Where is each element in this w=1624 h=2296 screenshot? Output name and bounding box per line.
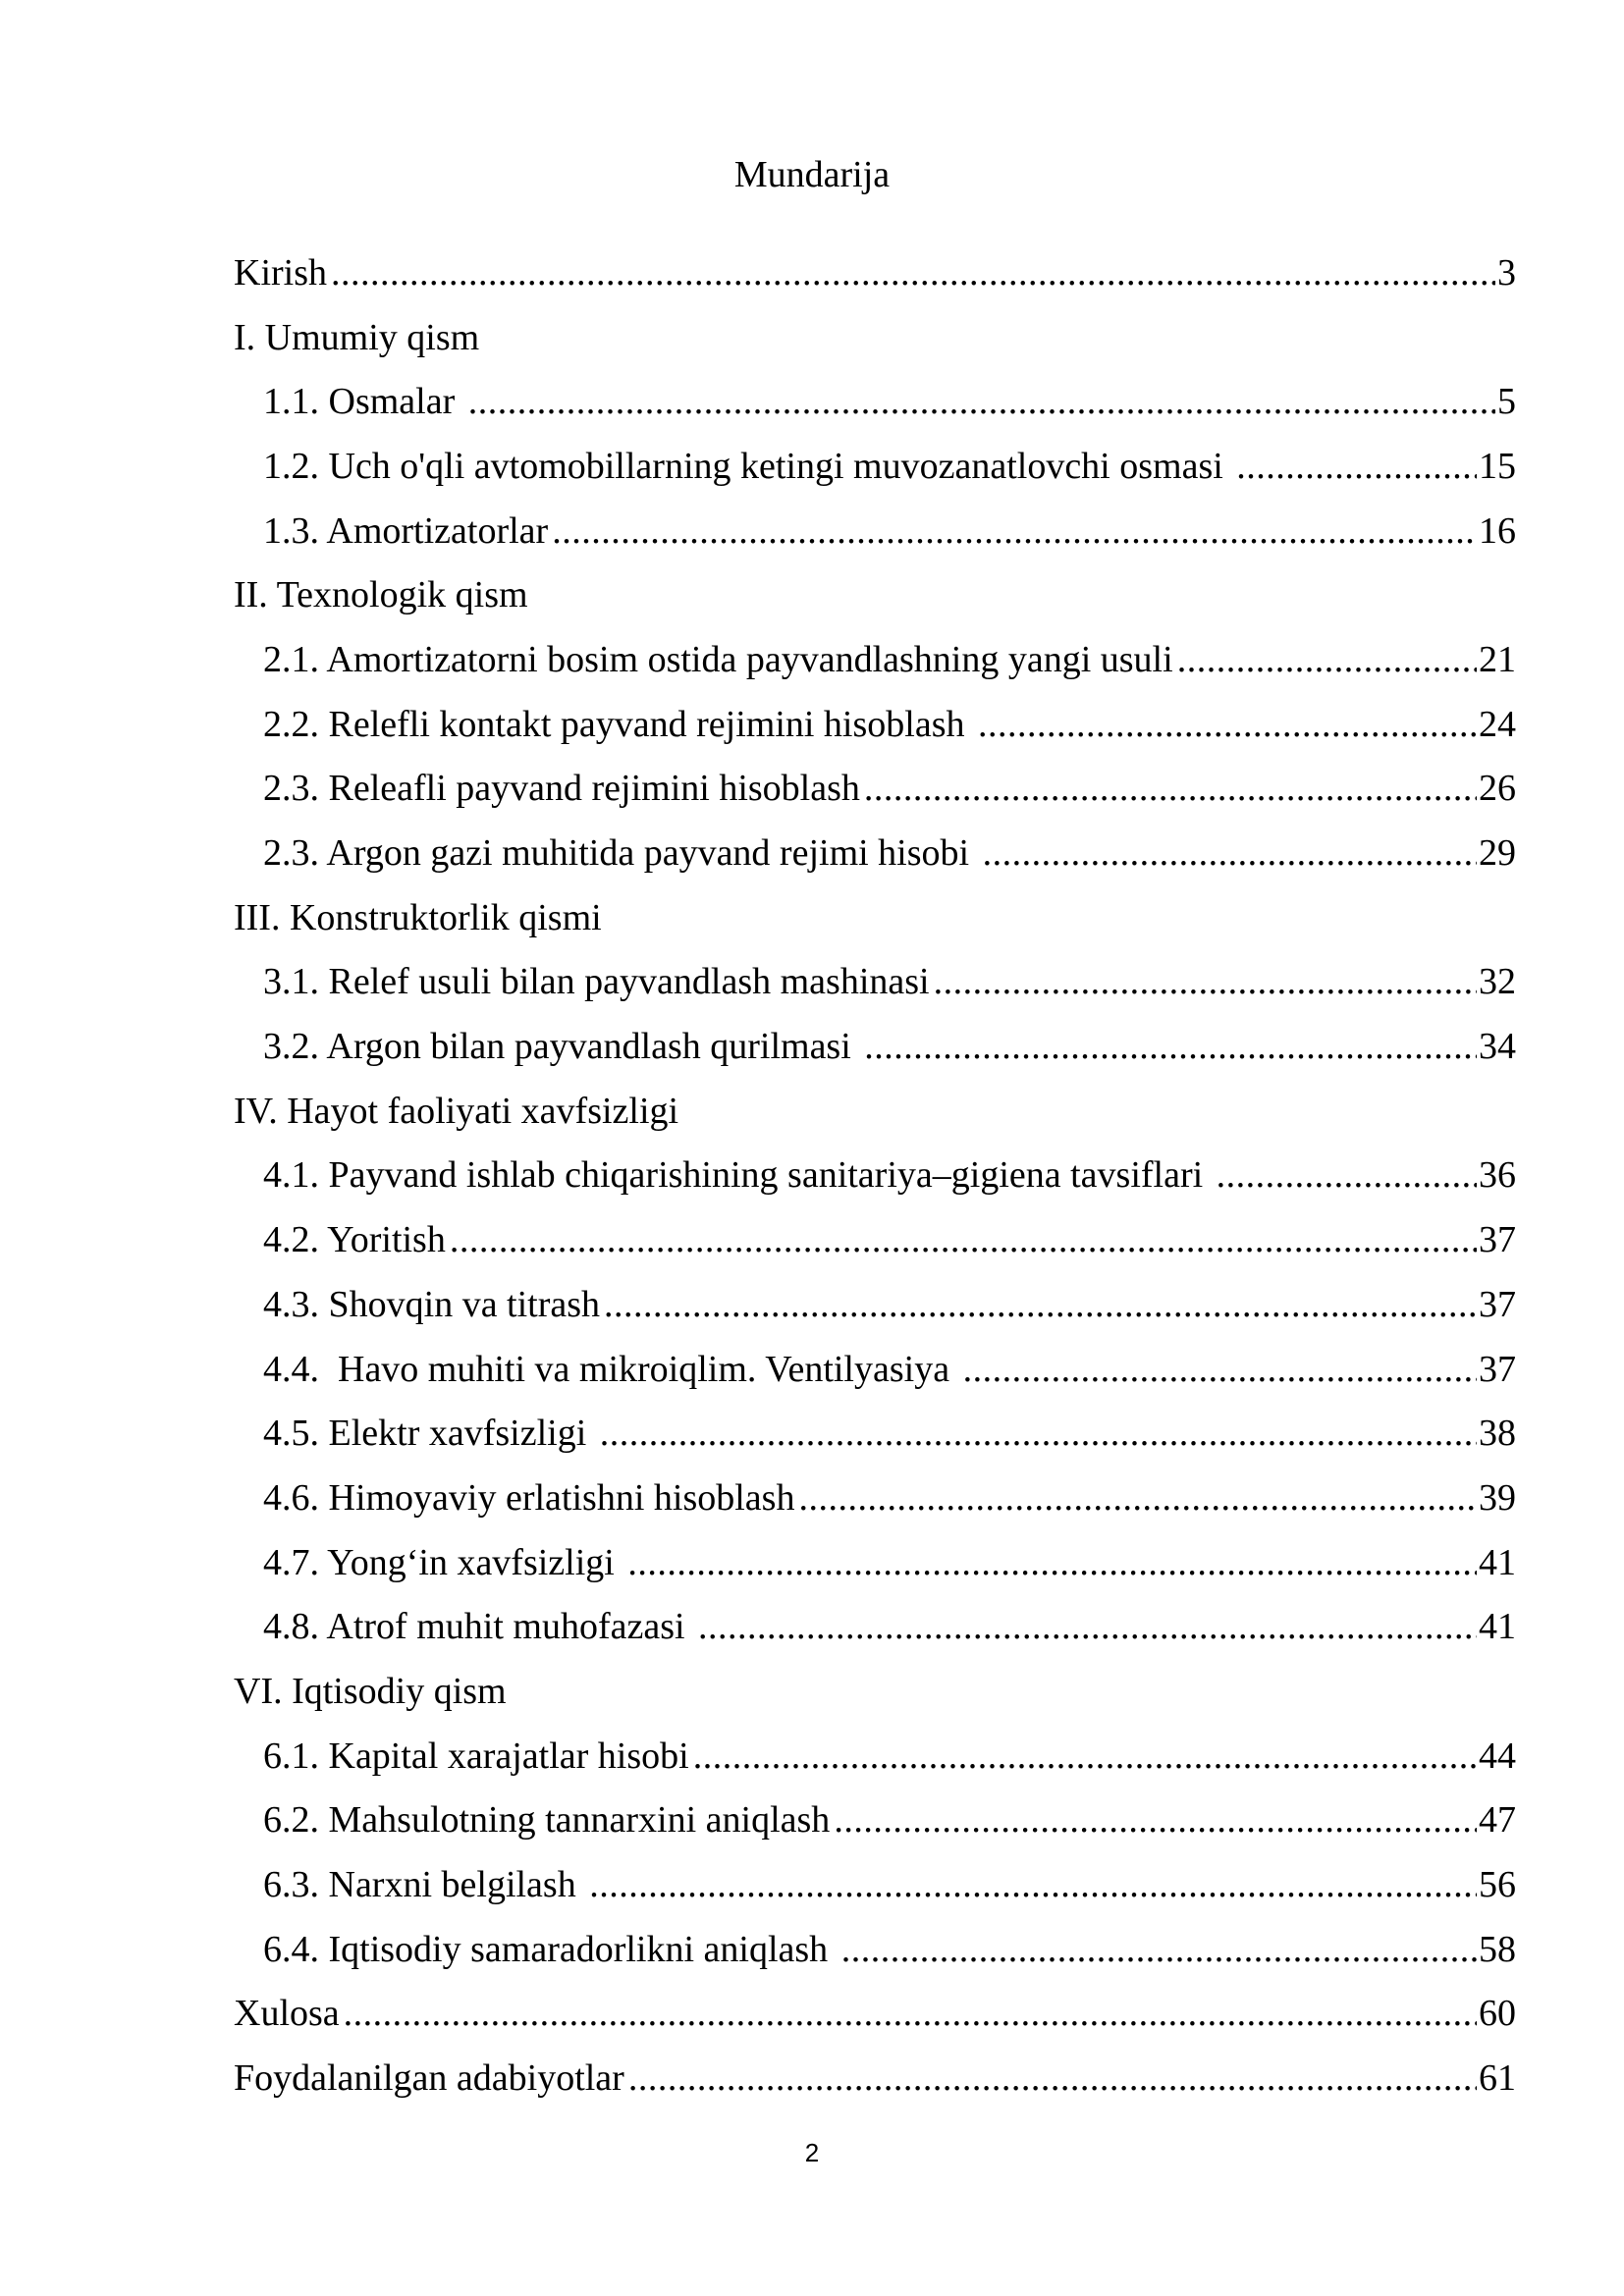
page-number: 2 [804, 2138, 820, 2167]
toc-dot-leader [978, 703, 1477, 746]
toc-subsection-entry [234, 757, 1516, 822]
toc-entry-label: 2.1. Amortizatorni bosim ostida payvandlashning yangi usuli [263, 638, 1173, 680]
toc-subsection-entry [234, 369, 1516, 434]
toc-subsection-entry [234, 1917, 1516, 1982]
toc-subsection-entry [234, 1144, 1516, 1208]
toc-dot-leader [698, 1605, 1477, 1648]
toc-dot-leader [864, 767, 1477, 810]
toc-dot-leader [600, 1412, 1477, 1455]
toc-entry-label: 6.1. Kapital xarajatlar hisobi [263, 1735, 689, 1777]
toc-entry-page: 58 [1479, 1928, 1516, 1970]
toc-dot-leader [798, 1476, 1477, 1520]
toc-section-entry [234, 562, 1516, 627]
toc-entry-page: 15 [1479, 445, 1516, 487]
toc-entry-label: VI. Iqtisodiy qism [234, 1670, 507, 1712]
toc-entry-page: 32 [1479, 961, 1516, 1003]
toc-entry-label: 4.8. Atrof muhit muhofazasi [263, 1606, 695, 1648]
toc-dot-leader [983, 831, 1477, 875]
toc-dot-leader [344, 1992, 1477, 2035]
toc-dot-leader [1236, 445, 1477, 488]
toc-entry-page: 41 [1479, 1541, 1516, 1583]
toc-entry-label: III. Konstruktorlik qismi [234, 896, 602, 938]
toc-dot-leader [627, 1541, 1477, 1584]
toc-subsection-entry [234, 1337, 1516, 1402]
toc-entry-label: 3.1. Relef usuli bilan payvandlash mashinasi [263, 961, 930, 1003]
toc-entry-label: 4.4. Havo muhiti va mikroiqlim. Ventilyasiya [263, 1348, 959, 1390]
toc-subsection-entry [234, 1466, 1516, 1530]
toc-entry-page: 36 [1479, 1154, 1516, 1197]
toc-dot-leader [450, 1218, 1477, 1261]
toc-entry-label: 4.2. Yoritish [263, 1219, 446, 1261]
toc-dot-leader [331, 251, 1495, 294]
toc-subsection-entry [234, 1530, 1516, 1595]
toc-section-entry [234, 885, 1516, 950]
toc-subsection-entry [234, 1594, 1516, 1659]
toc-entry-page: 29 [1479, 832, 1516, 875]
toc-entry-label: 4.3. Shovqin va titrash [263, 1283, 601, 1325]
toc-subsection-entry [234, 627, 1516, 692]
toc-entry-page: 56 [1479, 1864, 1516, 1906]
toc-entry-page: 39 [1479, 1476, 1516, 1519]
page-title: Mundarija [733, 154, 891, 195]
toc-dot-leader [934, 960, 1477, 1003]
toc-entry-label: Kirish [234, 251, 327, 294]
toc-subsection-entry [234, 1014, 1516, 1079]
toc-section-entry [234, 1659, 1516, 1724]
toc-entry-page: 41 [1479, 1606, 1516, 1648]
toc-dot-leader [963, 1348, 1477, 1391]
toc-entry-page: 37 [1479, 1219, 1516, 1261]
toc-dot-leader [589, 1863, 1477, 1906]
toc-entry-label: 2.3. Releafli payvand rejimini hisoblash [263, 768, 860, 810]
toc-dot-leader [693, 1735, 1477, 1778]
toc-subsection-entry [234, 821, 1516, 885]
toc-entry-page: 5 [1497, 381, 1516, 423]
toc-section-entry [234, 1079, 1516, 1144]
toc-dot-leader [841, 1928, 1477, 1971]
toc-subsection-entry [234, 1207, 1516, 1272]
toc-subsection-entry [234, 1789, 1516, 1853]
toc-dot-leader [604, 1283, 1477, 1326]
toc-section-entry [234, 2046, 1516, 2110]
toc-entry-page: 3 [1497, 251, 1516, 294]
toc-dot-leader [1177, 638, 1477, 681]
toc-subsection-entry [234, 434, 1516, 499]
toc-dot-leader [468, 380, 1495, 423]
toc-entry-page: 38 [1479, 1413, 1516, 1455]
toc-subsection-entry [234, 692, 1516, 757]
toc-dot-leader [628, 2056, 1477, 2100]
toc-entry-label: I. Umumiy qism [234, 316, 480, 358]
toc-subsection-entry [234, 499, 1516, 563]
toc-entry-page: 24 [1479, 703, 1516, 745]
toc-entry-page: 44 [1479, 1735, 1516, 1777]
toc-entry-page: 21 [1479, 638, 1516, 680]
toc-entry-label: 1.1. Osmalar [263, 381, 464, 423]
toc-section-entry [234, 1982, 1516, 2047]
toc-entry-label: 1.2. Uch o'qli avtomobillarning ketingi muvozanatlovchi osmasi [263, 445, 1233, 487]
toc-subsection-entry [234, 950, 1516, 1015]
toc-subsection-entry [234, 1272, 1516, 1337]
toc-dot-leader [552, 509, 1477, 553]
toc-entry-label: 2.2. Relefli kontakt payvand rejimini hisoblash [263, 703, 974, 745]
toc-entry-page: 26 [1479, 768, 1516, 810]
toc-entry-label: 4.5. Elektr xavfsizligi [263, 1413, 596, 1455]
toc-entry-label: 6.3. Narxni belgilash [263, 1864, 586, 1906]
toc-subsection-entry [234, 1724, 1516, 1789]
table-of-contents [234, 240, 1516, 2110]
toc-entry-page: 60 [1479, 1993, 1516, 2035]
toc-section-entry [234, 240, 1516, 305]
toc-entry-label: 2.3. Argon gazi muhitida payvand rejimi hisobi [263, 832, 979, 875]
toc-entry-page: 61 [1479, 2057, 1516, 2100]
toc-entry-label: 6.2. Mahsulotning tannarxini aniqlash [263, 1799, 831, 1842]
toc-entry-page: 37 [1479, 1283, 1516, 1325]
toc-entry-label: 4.7. Yong‘in xavfsizligi [263, 1541, 624, 1583]
toc-dot-leader [834, 1798, 1477, 1842]
toc-dot-leader [864, 1025, 1477, 1068]
toc-entry-label: IV. Hayot faoliyati xavfsizligi [234, 1090, 679, 1132]
toc-section-entry [234, 305, 1516, 370]
toc-entry-label: 4.6. Himoyaviy erlatishni hisoblash [263, 1476, 795, 1519]
toc-entry-label: 4.1. Payvand ishlab chiqarishining sanitariya–gigiena tavsiflari [263, 1154, 1213, 1197]
toc-entry-label: Xulosa [234, 1993, 340, 2035]
toc-entry-label: 6.4. Iqtisodiy samaradorlikni aniqlash [263, 1928, 838, 1970]
toc-subsection-entry [234, 1852, 1516, 1917]
toc-entry-label: 1.3. Amortizatorlar [263, 509, 549, 552]
toc-entry-page: 16 [1479, 509, 1516, 552]
toc-entry-page: 34 [1479, 1026, 1516, 1068]
toc-subsection-entry [234, 1401, 1516, 1466]
toc-entry-page: 47 [1479, 1799, 1516, 1842]
toc-entry-page: 37 [1479, 1348, 1516, 1390]
toc-entry-label: Foydalanilgan adabiyotlar [234, 2057, 624, 2100]
toc-entry-label: II. Texnologik qism [234, 574, 528, 616]
toc-dot-leader [1217, 1153, 1477, 1197]
toc-entry-label: 3.2. Argon bilan payvandlash qurilmasi [263, 1026, 861, 1068]
